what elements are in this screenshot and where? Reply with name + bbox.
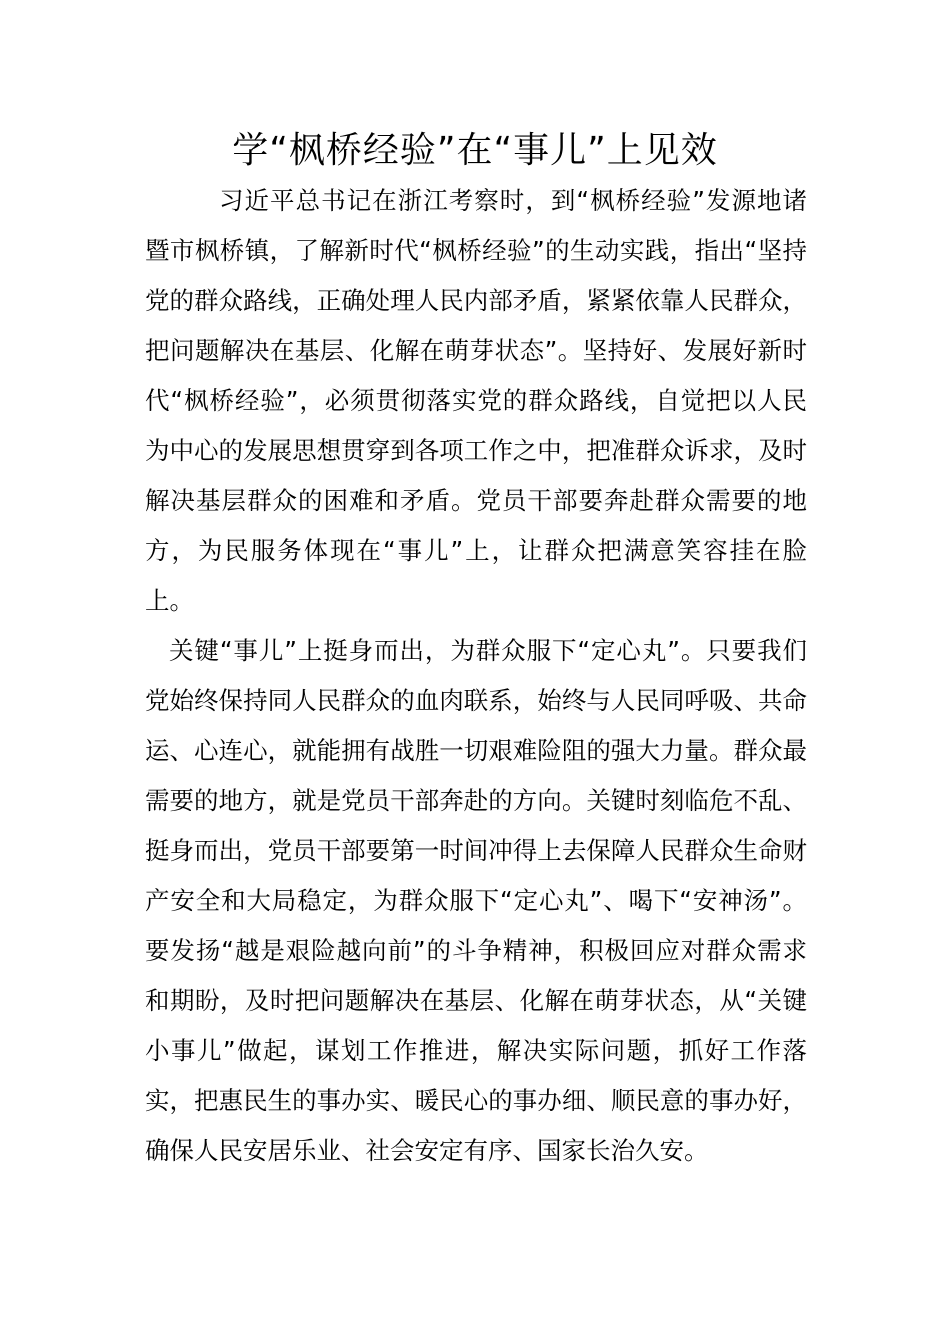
document-body	[145, 176, 807, 1176]
paragraph-2: 关键“事儿”上挺身而出，为群众服下“定心丸”。只要我们党始终保持同人民群众的血肉联系，始终与人民同呼吸、共命运、心连心，就能拥有战胜一切艰难险阻的强大力量。群众最需要的地方，就是党员干部奔赴的方向。关键时刻临危不乱、挺身而出，党员干部要第一时间冲得上去保障人民群众生命财产安全和大局稳定，为群众服下“定心丸”、喝下“安神汤”。要发扬“越是艰险越向前”的斗争精神，积极回应对群众需求和期盼，及时把问题解决在基层、化解在萌芽状态，从“关键小事儿”做起，谋划工作推进，解决实际问题，抓好工作落实，把惠民生的事办实、暖民心的事办细、顺民意的事办好，确保人民安居乐业、社会安定有序、国家长治久安。	[145, 636, 807, 1165]
paragraph-1: 习近平总书记在浙江考察时，到“枫桥经验”发源地诸暨市枫桥镇，了解新时代“枫桥经验”的生动实践，指出“坚持党的群众路线，正确处理人民内部矛盾，紧紧依靠人民群众，把问题解决在基层、化解在萌芽状态”。坚持好、发展好新时代“枫桥经验”，必须贯彻落实党的群众路线，自觉把以人民为中心的发展思想贯穿到各项工作之中，把准群众诉求，及时解决基层群众的困难和矛盾。党员干部要奔赴群众需要的地方，为民服务体现在“事儿”上，让群众把满意笑容挂在脸上。	[145, 186, 807, 615]
document-title: 学“枫桥经验”在“事儿”上见效	[232, 130, 718, 171]
